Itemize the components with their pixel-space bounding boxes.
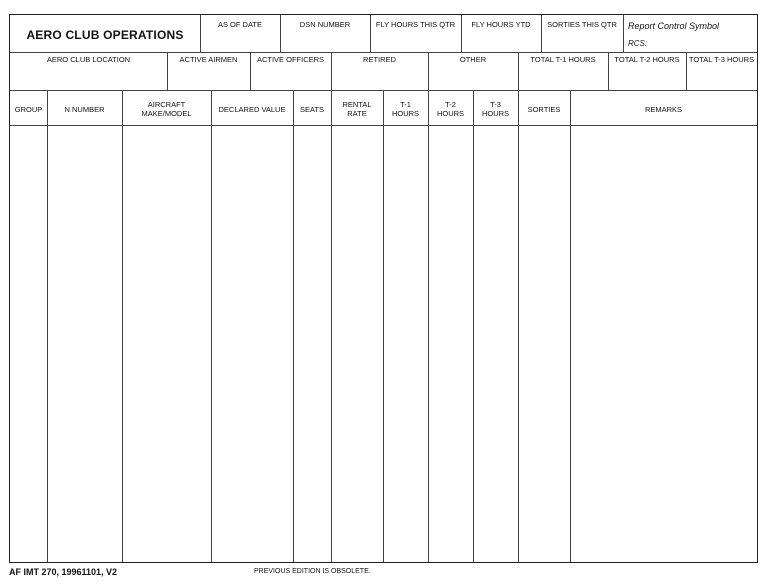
total-t3-hours-label: TOTAL T-3 HOURS bbox=[688, 55, 755, 64]
form-frame bbox=[9, 14, 758, 563]
active-airmen-label: ACTIVE AIRMEN bbox=[179, 55, 238, 64]
row-divider bbox=[10, 52, 757, 53]
retired-label: RETIRED bbox=[363, 55, 396, 64]
fly-hours-qtr-label: FLY HOURS THIS QTR bbox=[375, 20, 456, 29]
other-label: OTHER bbox=[459, 55, 487, 64]
divider bbox=[623, 15, 624, 52]
obsolete-notice: PREVIOUS EDITION IS OBSOLETE. bbox=[254, 568, 371, 575]
col-seats-header: SEATS bbox=[299, 105, 325, 114]
active-officers-label: ACTIVE OFFICERS bbox=[256, 55, 325, 64]
col-t2-hours-header: T-2 HOURS bbox=[436, 100, 465, 118]
form-title: AERO CLUB OPERATIONS bbox=[26, 28, 184, 42]
col-n-number-header: N NUMBER bbox=[64, 105, 105, 114]
col-aircraft-header: AIRCRAFT MAKE/MODEL bbox=[141, 100, 192, 118]
col-t3-hours-header: T-3 HOURS bbox=[481, 100, 510, 118]
report-control-symbol: Report Control Symbol bbox=[628, 21, 720, 31]
total-t1-hours-label: TOTAL T-1 HOURS bbox=[530, 55, 596, 64]
aero-club-location-label: AERO CLUB LOCATION bbox=[46, 55, 131, 64]
col-t1-hours-header: T-1 HOURS bbox=[391, 100, 420, 118]
total-t2-hours-label: TOTAL T-2 HOURS bbox=[614, 55, 680, 64]
dsn-number-label: DSN NUMBER bbox=[299, 20, 351, 29]
sorties-qtr-label: SORTIES THIS QTR bbox=[547, 20, 617, 29]
col-group-header: GROUP bbox=[14, 105, 43, 114]
col-sorties-header: SORTIES bbox=[527, 105, 561, 114]
data-entry-area[interactable] bbox=[10, 126, 757, 562]
col-remarks-header: REMARKS bbox=[644, 105, 683, 114]
fly-hours-ytd-label: FLY HOURS YTD bbox=[471, 20, 531, 29]
col-rental-rate-header: RENTAL RATE bbox=[342, 100, 372, 118]
col-declared-value-header: DECLARED VALUE bbox=[218, 105, 286, 114]
rcs-label: RCS: bbox=[628, 39, 648, 48]
as-of-date-label: AS OF DATE bbox=[217, 20, 263, 29]
form-id: AF IMT 270, 19961101, V2 bbox=[9, 567, 118, 577]
